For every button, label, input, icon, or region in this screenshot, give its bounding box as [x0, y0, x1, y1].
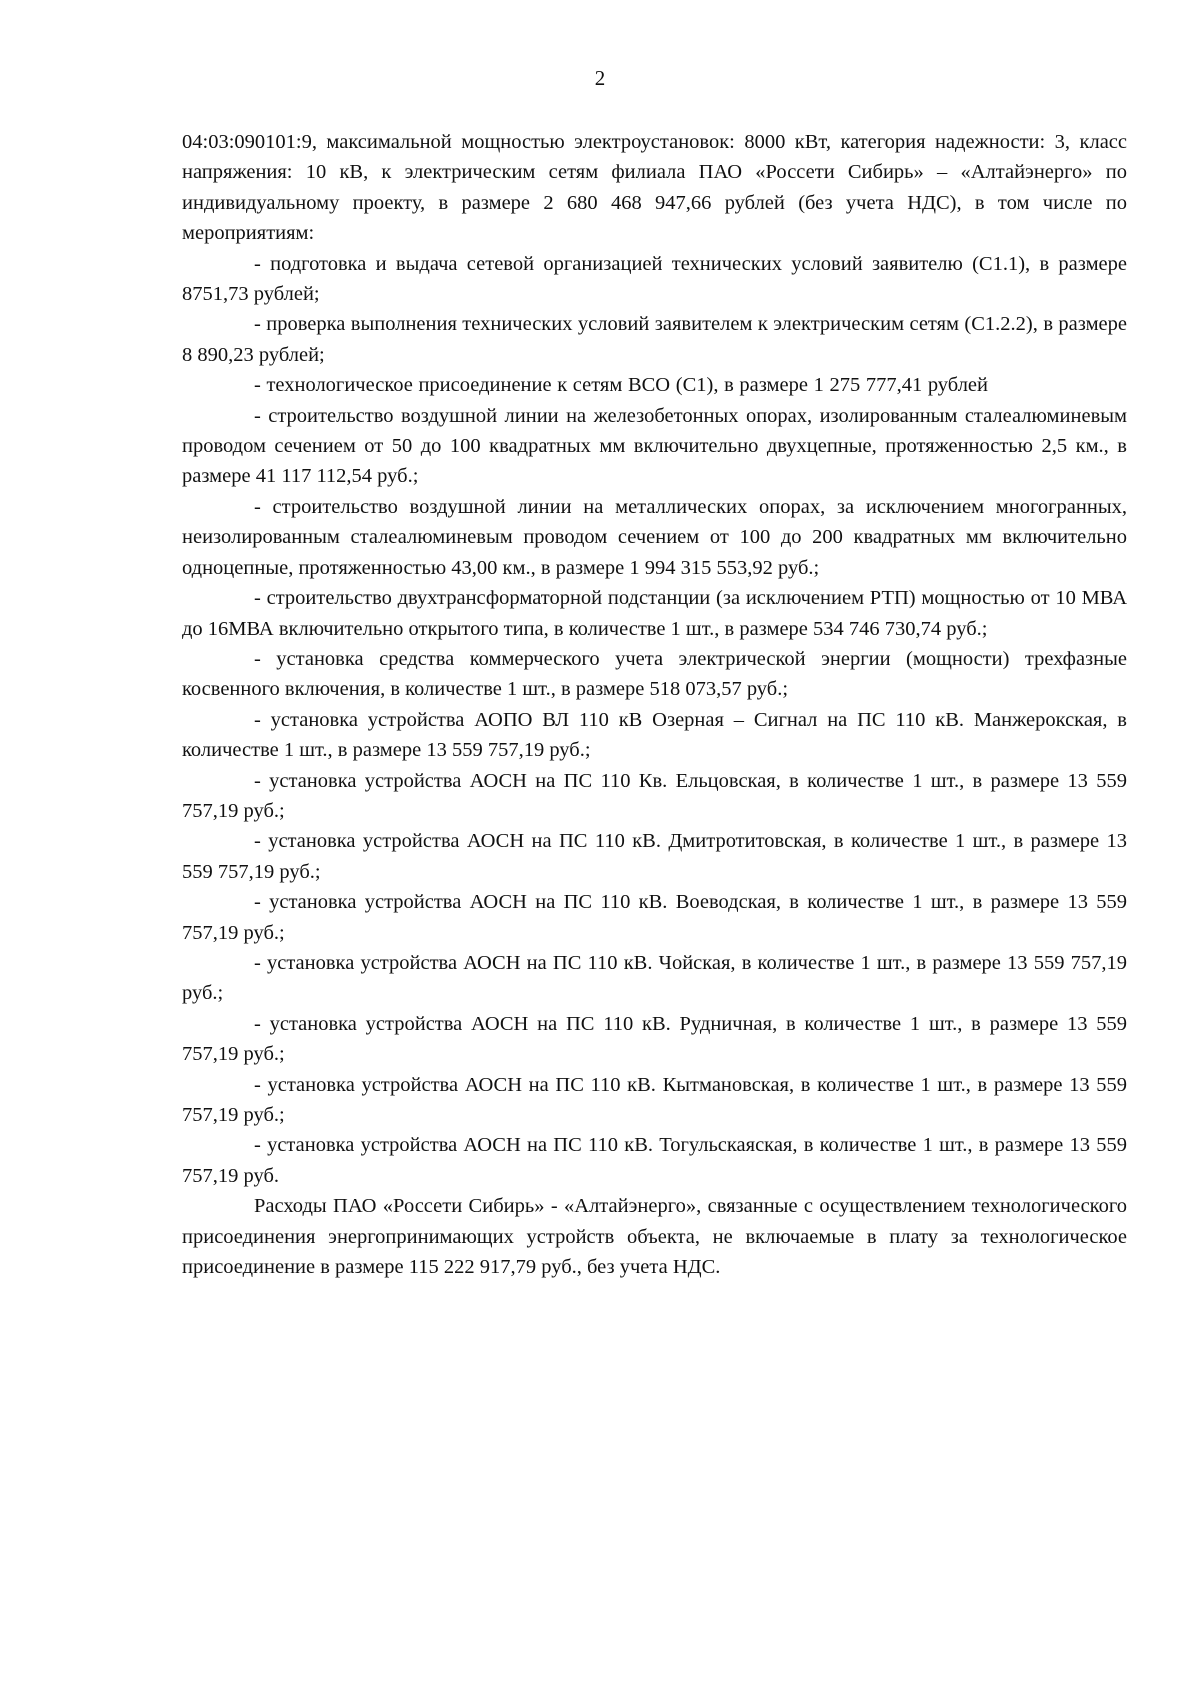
list-item-aosn-rudnichnaya: - установка устройства АОСН на ПС 110 кВ. Рудничная, в количестве 1 шт., в размере 13 559 757,19 руб.;: [182, 1012, 1127, 1066]
list-item-overhead-line-concrete: - строительство воздушной линии на железобетонных опорах, изолированным сталеалюминевым проводом сечением от 50 до 100 квадратных мм включительно двухцепные, протяженностью 2,5 км., в размере 41 117 112,54 руб.;: [182, 404, 1127, 488]
list-item-aosn-dmitrotitovskaya: - установка устройства АОСН на ПС 110 кВ. Дмитротитовская, в количестве 1 шт., в размере 13 559 757,19 руб.;: [182, 830, 1127, 883]
list-item-aosn-kytmanovskaya: - установка устройства АОСН на ПС 110 кВ. Кытмановская, в количестве 1 шт., в размере 13 559 757,19 руб.;: [182, 1073, 1127, 1126]
page-number: 2: [594, 66, 606, 90]
list-item-technical-conditions: - подготовка и выдача сетевой организацией технических условий заявителю (С1.1), в размере 8751,73 рублей;: [182, 252, 1127, 306]
list-item-aosn-eltsovskaya: - установка устройства АОСН на ПС 110 Кв. Ельцовская, в количестве 1 шт., в размере 13 559 757,19 руб.;: [182, 769, 1127, 822]
list-item-substation: - строительство двухтрансформаторной подстанции (за исключением РТП) мощностью от 10 МВА до 16МВА включительно открытого типа, в количестве 1 шт., в размере 534 746 730,74 руб.;: [182, 587, 1127, 640]
list-item-metering: - установка средства коммерческого учета электрической энергии (мощности) трехфазные косвенного включения, в количестве 1 шт., в размере 518 073,57 руб.;: [182, 647, 1127, 701]
list-item-vso-connection: - технологическое присоединение к сетям ВСО (С1), в размере 1 275 777,41 рублей: [254, 374, 989, 397]
document-body: [182, 127, 1127, 1282]
list-item-aosn-voevodskaya: - установка устройства АОСН на ПС 110 кВ. Воеводская, в количестве 1 шт., в размере 13 559 757,19 руб.;: [182, 891, 1127, 944]
list-item-overhead-line-metal: - строительство воздушной линии на металлических опорах, за исключением многогранных, неизолированным сталеалюминевым проводом сечением от 100 до 200 квадратных мм включительно одноцепные, протяженностью 43,00 км., в размере 1 994 315 553,92 руб.;: [182, 495, 1127, 579]
list-item-conditions-check: - проверка выполнения технических условий заявителем к электрическим сетям (С1.2.2), в размере 8 890,23 рублей;: [182, 313, 1127, 366]
expenses-paragraph: Расходы ПАО «Россети Сибирь» - «Алтайэнерго», связанные с осуществлением технологического присоединения энергопринимающих устройств объекта, не включаемые в плату за технологическое присоединение в размере 115 222 917,79 руб., без учета НДС.: [182, 1195, 1127, 1279]
list-item-aopo-manzherokskaya: - установка устройства АОПО ВЛ 110 кВ Озерная – Сигнал на ПС 110 кВ. Манжерокская, в количестве 1 шт., в размере 13 559 757,19 руб.;: [182, 708, 1127, 762]
intro-paragraph: 04:03:090101:9, максимальной мощностью электроустановок: 8000 кВт, категория надежности: 3, класс напряжения: 10 кВ, к электрическим сетям филиала ПАО «Россети Сибирь» – «Алтайэнерго» по индивидуальному проекту, в размере 2 680 468 947,66 рублей (без учета НДС), в том числе по мероприятиям:: [182, 131, 1127, 245]
list-item-aosn-togulskayaskaya: - установка устройства АОСН на ПС 110 кВ. Тогульскаяская, в количестве 1 шт., в размере 13 559 757,19 руб.: [182, 1134, 1127, 1187]
list-item-aosn-choyskaya: - установка устройства АОСН на ПС 110 кВ. Чойская, в количестве 1 шт., в размере 13 559 757,19 руб.;: [182, 951, 1127, 1005]
